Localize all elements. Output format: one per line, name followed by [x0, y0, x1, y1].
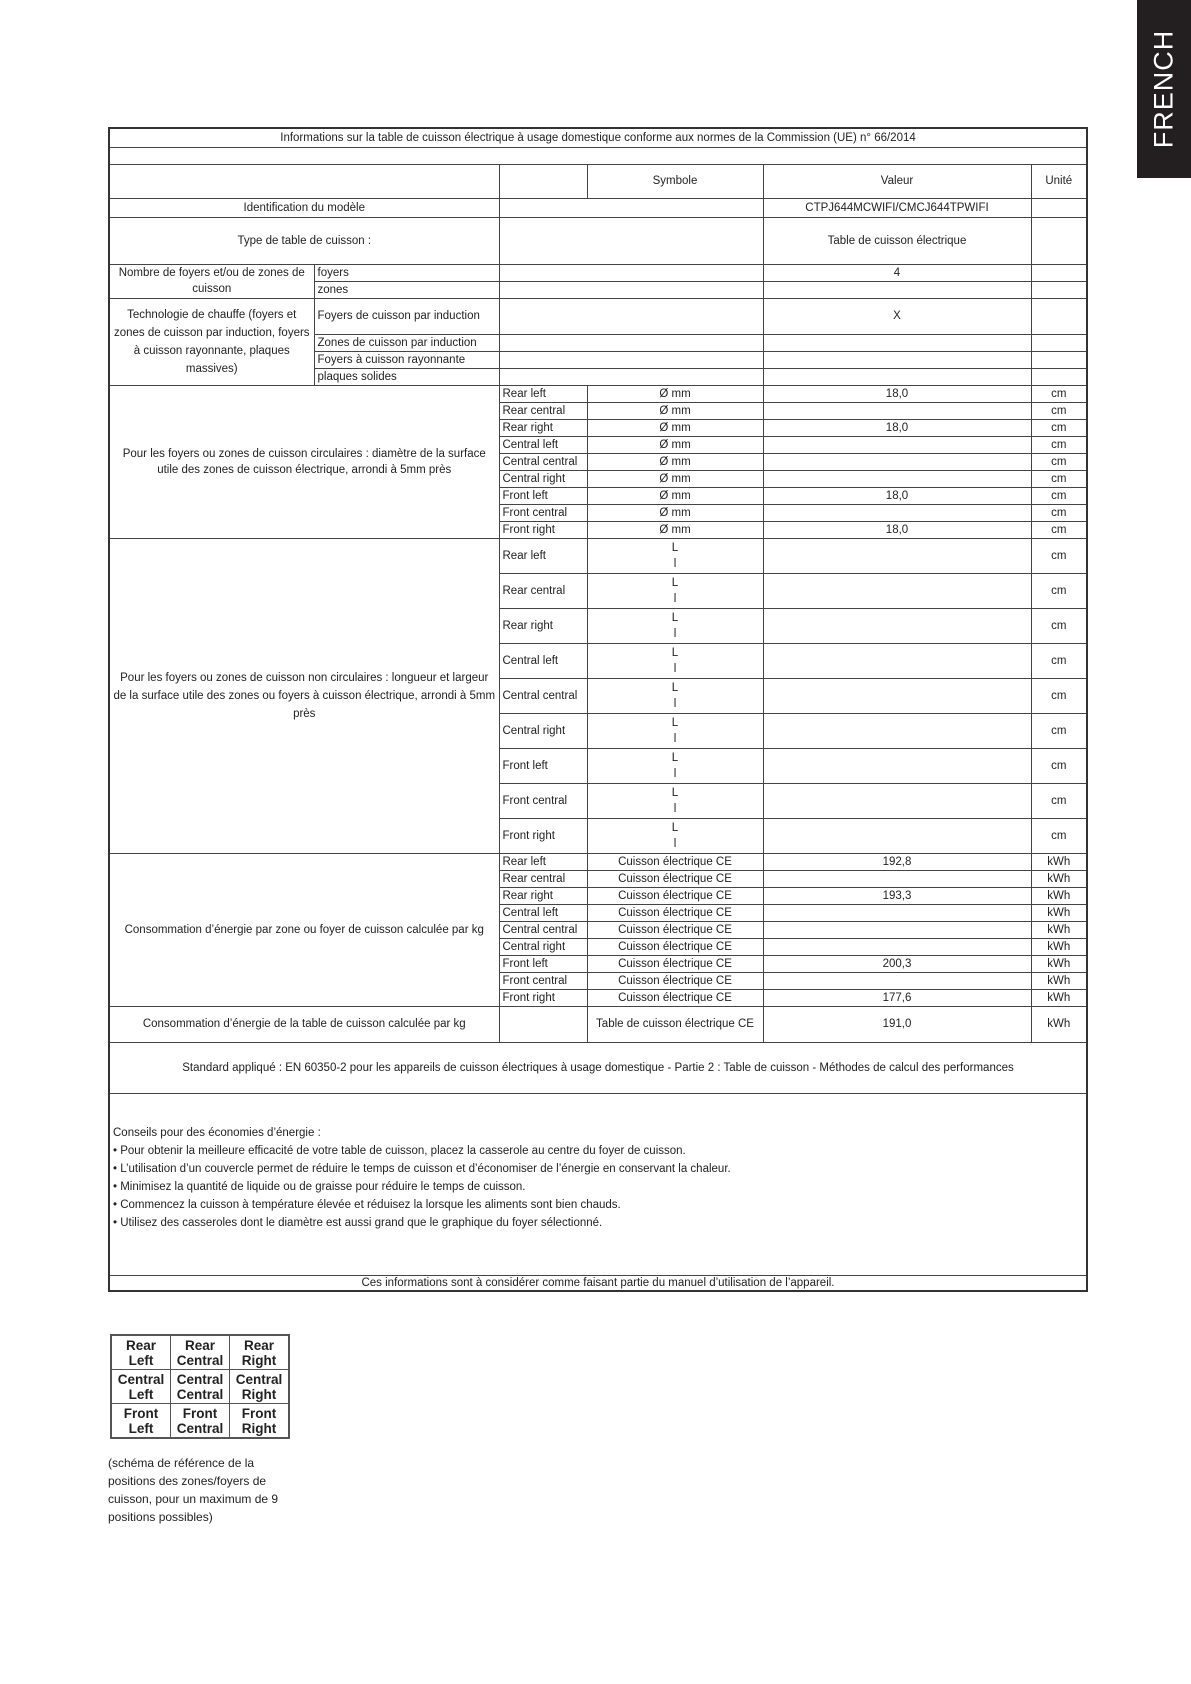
- noncirc-row-value: [763, 643, 1031, 678]
- noncirc-row-symbol: L l: [587, 608, 763, 643]
- noncirc-row-label: Central left: [499, 643, 587, 678]
- hob-type-label: Type de table de cuisson :: [109, 217, 499, 264]
- circular-row-label: Central central: [499, 453, 587, 470]
- consumption-row-symbol: Cuisson électrique CE: [587, 870, 763, 887]
- circular-row-value: [763, 436, 1031, 453]
- total-consumption-unit: kWh: [1031, 1006, 1087, 1042]
- circular-row-unit: cm: [1031, 419, 1087, 436]
- tech-row-label: Zones de cuisson par induction: [314, 334, 499, 351]
- consumption-row-label: Central left: [499, 904, 587, 921]
- consumption-row-symbol: Cuisson électrique CE: [587, 921, 763, 938]
- circular-row-unit: cm: [1031, 436, 1087, 453]
- circular-row-unit: cm: [1031, 487, 1087, 504]
- noncirc-row-unit: cm: [1031, 783, 1087, 818]
- consumption-row-value: [763, 921, 1031, 938]
- tech-row-value: [763, 334, 1031, 351]
- noncirc-row-symbol: L l: [587, 748, 763, 783]
- grid-cell: Front Central: [171, 1404, 230, 1439]
- tech-row-value: X: [763, 298, 1031, 334]
- noncirc-row-symbol: L l: [587, 678, 763, 713]
- consumption-row-value: 177,6: [763, 989, 1031, 1006]
- circular-row-label: Central right: [499, 470, 587, 487]
- consumption-row-label: Rear central: [499, 870, 587, 887]
- circular-row-unit: cm: [1031, 470, 1087, 487]
- consumption-row-value: [763, 938, 1031, 955]
- hob-type-value: Table de cuisson électrique: [763, 217, 1031, 264]
- consumption-row-label: Front central: [499, 972, 587, 989]
- spacer-row: [109, 147, 1087, 164]
- noncirc-row-value: [763, 783, 1031, 818]
- noncirc-row-label: Rear left: [499, 538, 587, 573]
- consumption-row-value: 192,8: [763, 853, 1031, 870]
- circular-row-symbol: Ø mm: [587, 521, 763, 538]
- circular-row-label: Central left: [499, 436, 587, 453]
- grid-cell: Front Right: [230, 1404, 290, 1439]
- tips-title: Conseils pour des économies d’énergie :: [113, 1126, 321, 1139]
- model-id-label: Identification du modèle: [109, 198, 499, 217]
- noncirc-row-unit: cm: [1031, 713, 1087, 748]
- consumption-row-unit: kWh: [1031, 921, 1087, 938]
- consumption-row-unit: kWh: [1031, 938, 1087, 955]
- circular-label: Pour les foyers ou zones de cuisson circulaires : diamètre de la surface utile des zones de cuisson électrique, arrondi à 5mm près: [109, 385, 499, 538]
- energy-saving-tips: [109, 1093, 1087, 1275]
- table-title: Informations sur la table de cuisson électrique à usage domestique conforme aux normes de la Commission (UE) n° 66/2014: [109, 128, 1087, 147]
- consumption-row-value: [763, 870, 1031, 887]
- noncirc-row-unit: cm: [1031, 678, 1087, 713]
- circular-row-symbol: Ø mm: [587, 385, 763, 402]
- circular-row-symbol: Ø mm: [587, 419, 763, 436]
- noncirc-row-label: Rear right: [499, 608, 587, 643]
- circular-row-symbol: Ø mm: [587, 402, 763, 419]
- tech-label: Technologie de chauffe (foyers et zones de cuisson par induction, foyers à cuisson rayonnante, plaques massives): [109, 298, 314, 385]
- grid-cell: Central Left: [111, 1370, 171, 1404]
- circular-row-label: Rear central: [499, 402, 587, 419]
- consumption-row-symbol: Cuisson électrique CE: [587, 955, 763, 972]
- consumption-row-unit: kWh: [1031, 955, 1087, 972]
- noncirc-row-value: [763, 713, 1031, 748]
- consumption-row-unit: kWh: [1031, 853, 1087, 870]
- column-header-symbol: Symbole: [587, 164, 763, 198]
- noncircular-label: Pour les foyers ou zones de cuisson non circulaires : longueur et largeur de la surface utile des zones ou foyers à cuisson électrique, arrondi à 5mm près: [109, 538, 499, 853]
- circular-row-value: 18,0: [763, 419, 1031, 436]
- circular-row-unit: cm: [1031, 504, 1087, 521]
- circular-row-label: Front central: [499, 504, 587, 521]
- tip-item: • L’utilisation d’un couvercle permet de réduire le temps de cuisson et d’économiser de l’énergie en conservant la chaleur.: [113, 1162, 731, 1175]
- noncirc-row-symbol: L l: [587, 538, 763, 573]
- consumption-row-unit: kWh: [1031, 904, 1087, 921]
- noncirc-row-label: Rear central: [499, 573, 587, 608]
- grid-cell: Rear Left: [111, 1335, 171, 1370]
- count-row-value: 4: [763, 264, 1031, 281]
- noncirc-row-label: Front right: [499, 818, 587, 853]
- grid-cell: Front Left: [111, 1404, 171, 1439]
- noncirc-row-symbol: L l: [587, 818, 763, 853]
- circular-row-value: [763, 453, 1031, 470]
- column-header-value: Valeur: [763, 164, 1031, 198]
- tech-row-value: [763, 351, 1031, 368]
- noncirc-row-value: [763, 538, 1031, 573]
- count-row-value: [763, 281, 1031, 298]
- consumption-row-symbol: Cuisson électrique CE: [587, 887, 763, 904]
- total-consumption-value: 191,0: [763, 1006, 1031, 1042]
- consumption-row-unit: kWh: [1031, 870, 1087, 887]
- footer-note: Ces informations sont à considérer comme faisant partie du manuel d’utilisation de l’appareil.: [109, 1275, 1087, 1291]
- noncirc-row-label: Front central: [499, 783, 587, 818]
- noncirc-row-label: Central right: [499, 713, 587, 748]
- consumption-row-label: Central central: [499, 921, 587, 938]
- noncirc-row-unit: cm: [1031, 538, 1087, 573]
- consumption-row-label: Central right: [499, 938, 587, 955]
- tip-item: • Minimisez la quantité de liquide ou de graisse pour réduire le temps de cuisson.: [113, 1180, 526, 1193]
- grid-cell: Rear Central: [171, 1335, 230, 1370]
- grid-cell: Central Central: [171, 1370, 230, 1404]
- consumption-row-symbol: Cuisson électrique CE: [587, 938, 763, 955]
- language-tab: [1137, 0, 1191, 178]
- circular-row-label: Front left: [499, 487, 587, 504]
- noncirc-row-unit: cm: [1031, 818, 1087, 853]
- circular-row-unit: cm: [1031, 385, 1087, 402]
- tech-row-value: [763, 368, 1031, 385]
- count-row-label: foyers: [314, 264, 499, 281]
- consumption-row-label: Front left: [499, 955, 587, 972]
- circular-row-value: 18,0: [763, 487, 1031, 504]
- noncirc-row-unit: cm: [1031, 573, 1087, 608]
- noncirc-row-value: [763, 678, 1031, 713]
- grid-cell: Rear Right: [230, 1335, 290, 1370]
- circular-row-symbol: Ø mm: [587, 436, 763, 453]
- grid-cell: Central Right: [230, 1370, 290, 1404]
- noncirc-row-unit: cm: [1031, 608, 1087, 643]
- noncirc-row-symbol: L l: [587, 783, 763, 818]
- consumption-row-label: Rear right: [499, 887, 587, 904]
- circular-row-symbol: Ø mm: [587, 453, 763, 470]
- circular-row-label: Rear right: [499, 419, 587, 436]
- language-label: FRENCH: [1148, 29, 1179, 149]
- total-consumption-label: Consommation d’énergie de la table de cuisson calculée par kg: [109, 1006, 499, 1042]
- noncirc-row-value: [763, 573, 1031, 608]
- noncirc-row-unit: cm: [1031, 643, 1087, 678]
- consumption-label: Consommation d’énergie par zone ou foyer de cuisson calculée par kg: [109, 853, 499, 1006]
- tip-item: • Pour obtenir la meilleure efficacité de votre table de cuisson, placez la casserole au centre du foyer de cuisson.: [113, 1144, 686, 1157]
- zone-position-reference-grid: [110, 1334, 290, 1439]
- circular-row-unit: cm: [1031, 402, 1087, 419]
- consumption-row-value: [763, 972, 1031, 989]
- energy-info-table: [108, 127, 1088, 1292]
- tip-item: • Commencez la cuisson à température élevée et réduisez la lorsque les aliments sont bien chauds.: [113, 1198, 621, 1211]
- count-row-label: zones: [314, 281, 499, 298]
- noncirc-row-symbol: L l: [587, 573, 763, 608]
- noncirc-row-label: Central central: [499, 678, 587, 713]
- circular-row-value: [763, 470, 1031, 487]
- grid-caption: (schéma de référence de la positions des zones/foyers de cuisson, pour un maximum de 9 positions possibles): [108, 1456, 279, 1524]
- consumption-row-symbol: Cuisson électrique CE: [587, 853, 763, 870]
- consumption-row-symbol: Cuisson électrique CE: [587, 972, 763, 989]
- model-id-value: CTPJ644MCWIFI/CMCJ644TPWIFI: [763, 198, 1031, 217]
- noncirc-row-value: [763, 748, 1031, 783]
- tip-item: • Utilisez des casseroles dont le diamètre est aussi grand que le graphique du foyer sélectionné.: [113, 1216, 603, 1229]
- circular-row-label: Rear left: [499, 385, 587, 402]
- column-header-unit: Unité: [1031, 164, 1087, 198]
- consumption-row-label: Rear left: [499, 853, 587, 870]
- noncirc-row-symbol: L l: [587, 643, 763, 678]
- consumption-row-symbol: Cuisson électrique CE: [587, 989, 763, 1006]
- noncirc-row-value: [763, 818, 1031, 853]
- circular-row-value: 18,0: [763, 385, 1031, 402]
- consumption-row-value: [763, 904, 1031, 921]
- consumption-row-unit: kWh: [1031, 989, 1087, 1006]
- consumption-row-unit: kWh: [1031, 972, 1087, 989]
- circular-row-unit: cm: [1031, 521, 1087, 538]
- circular-row-label: Front right: [499, 521, 587, 538]
- noncirc-row-value: [763, 608, 1031, 643]
- circular-row-symbol: Ø mm: [587, 487, 763, 504]
- noncirc-row-unit: cm: [1031, 748, 1087, 783]
- circular-row-value: [763, 402, 1031, 419]
- tech-row-label: plaques solides: [314, 368, 499, 385]
- consumption-row-label: Front right: [499, 989, 587, 1006]
- circular-row-value: [763, 504, 1031, 521]
- tech-row-label: Foyers de cuisson par induction: [314, 298, 499, 334]
- standard-applied: Standard appliqué : EN 60350-2 pour les appareils de cuisson électriques à usage domestique - Partie 2 : Table de cuisson - Méthodes de calcul des performances: [109, 1042, 1087, 1093]
- circular-row-unit: cm: [1031, 453, 1087, 470]
- consumption-row-value: 193,3: [763, 887, 1031, 904]
- count-label: Nombre de foyers et/ou de zones de cuisson: [109, 264, 314, 298]
- consumption-row-symbol: Cuisson électrique CE: [587, 904, 763, 921]
- noncirc-row-label: Front left: [499, 748, 587, 783]
- tech-row-label: Foyers à cuisson rayonnante: [314, 351, 499, 368]
- noncirc-row-symbol: L l: [587, 713, 763, 748]
- circular-row-symbol: Ø mm: [587, 504, 763, 521]
- consumption-row-unit: kWh: [1031, 887, 1087, 904]
- consumption-row-value: 200,3: [763, 955, 1031, 972]
- circular-row-value: 18,0: [763, 521, 1031, 538]
- total-consumption-symbol: Table de cuisson électrique CE: [587, 1006, 763, 1042]
- circular-row-symbol: Ø mm: [587, 470, 763, 487]
